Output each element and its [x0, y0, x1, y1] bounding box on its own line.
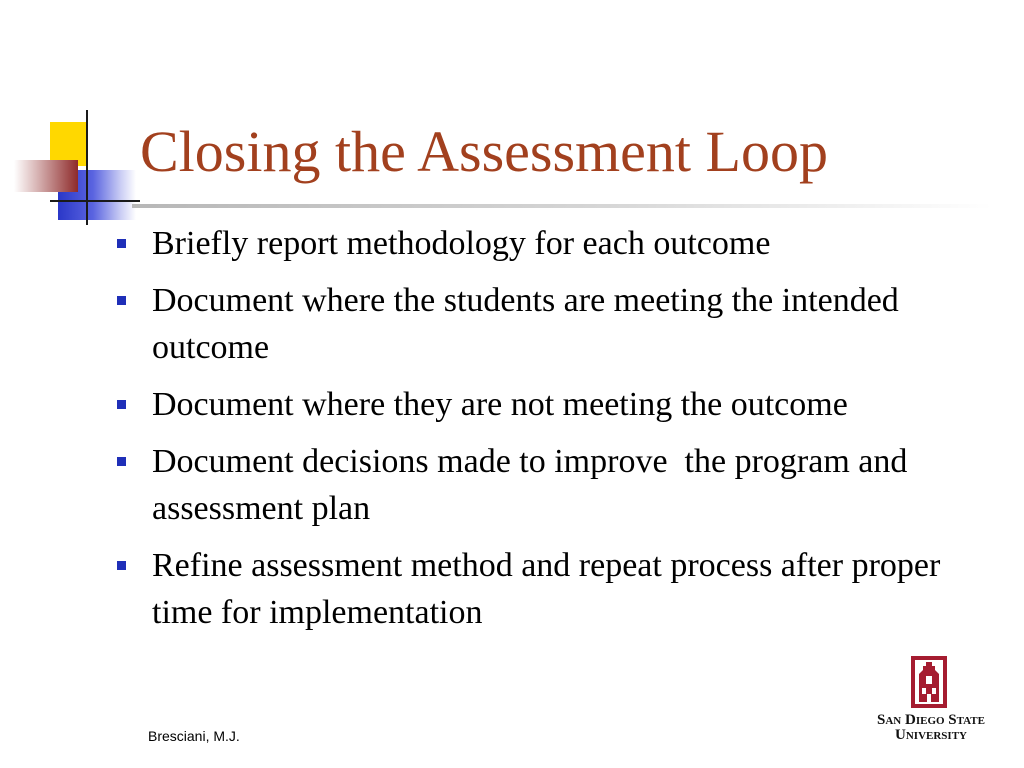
bullet-item — [112, 381, 982, 428]
bullet-square-icon — [117, 400, 126, 409]
bullet-text: Document decisions made to improve the program and assessment plan — [152, 443, 916, 527]
bullet-item — [112, 542, 982, 636]
bullet-square-icon — [117, 239, 126, 248]
slide-title: Closing the Assessment Loop — [140, 119, 828, 184]
title-underline — [132, 204, 992, 208]
bullet-item — [112, 438, 982, 532]
corner-decoration — [0, 0, 150, 240]
horizontal-line — [50, 200, 140, 202]
logo-text-line1: San Diego State — [877, 712, 985, 728]
bullet-text: Refine assessment method and repeat process after proper time for implementation — [152, 547, 941, 631]
university-logo — [866, 650, 996, 750]
bullet-item — [112, 220, 982, 267]
mission-emblem-icon — [911, 656, 947, 708]
bullet-square-icon — [117, 296, 126, 305]
vertical-line — [86, 110, 88, 225]
bullet-item — [112, 277, 982, 371]
bullet-square-icon — [117, 561, 126, 570]
author-footer: Bresciani, M.J. — [148, 728, 240, 744]
bullet-list — [112, 220, 982, 646]
bullet-square-icon — [117, 457, 126, 466]
bullet-text: Document where the students are meeting the intended outcome — [152, 282, 899, 366]
bullet-text: Document where they are not meeting the outcome — [152, 386, 848, 423]
logo-text-line2: University — [895, 727, 967, 743]
bullet-text: Briefly report methodology for each outcome — [152, 225, 771, 262]
red-square — [14, 160, 78, 192]
